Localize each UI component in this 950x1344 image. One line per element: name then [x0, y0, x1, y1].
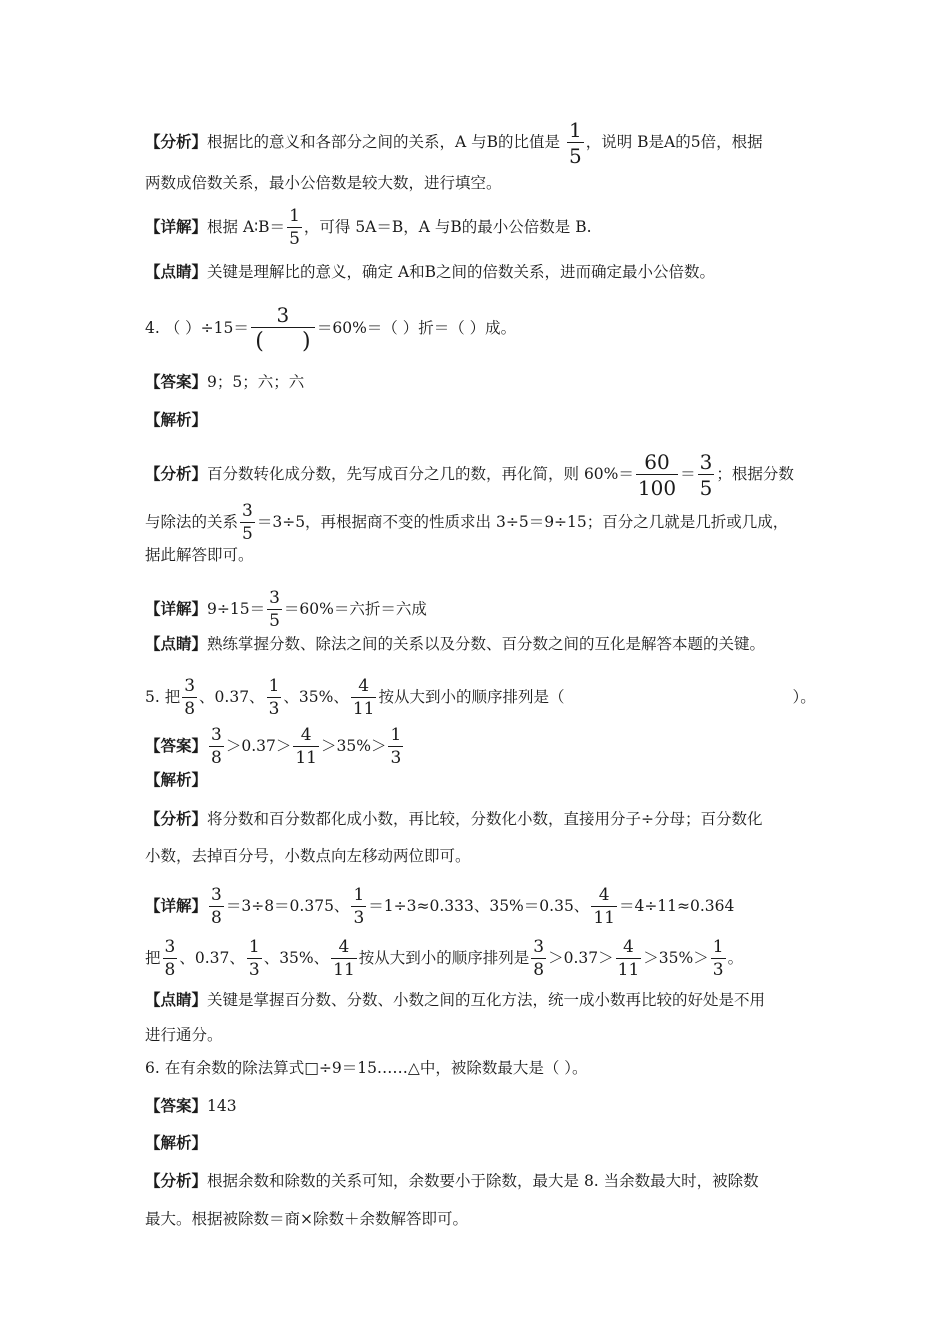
- denominator: 5: [289, 229, 300, 249]
- denominator: 3: [390, 748, 402, 768]
- tip-tag: 【点睛】: [145, 990, 208, 1009]
- q3-detail: [145, 208, 592, 248]
- denominator: 11: [617, 960, 640, 980]
- q5-analysis-line1: [145, 809, 763, 829]
- text: 按从大到小的顺序排列是: [358, 949, 530, 967]
- text: ，可得 5A＝B，A 与B的最小公倍数是 B.: [303, 218, 592, 236]
- fraction-4-11: [293, 727, 319, 767]
- detail-tag: 【详解】: [145, 599, 208, 618]
- paren: (: [255, 329, 264, 354]
- analysis-tag: 【分析】: [145, 132, 208, 151]
- text: ＞35%＞: [643, 949, 709, 967]
- fraction-3-8: [531, 939, 546, 979]
- text: 关键是掌握百分数、分数、小数之间的互化方法，统一成小数再比较的好处是不用: [207, 991, 766, 1009]
- q4-jiexi: 【解析】: [145, 410, 208, 429]
- numerator: 3: [242, 501, 253, 521]
- q6-jiexi: 【解析】: [145, 1133, 208, 1152]
- text: 、0.37、: [179, 949, 245, 967]
- denominator: 5: [568, 144, 582, 168]
- numerator: 3: [164, 937, 176, 957]
- numerator: 1: [248, 937, 260, 957]
- fraction-3-blank: [251, 305, 315, 353]
- q5-tip-line1: [145, 990, 765, 1010]
- denominator: 8: [211, 748, 222, 768]
- text: 根据 A∶B＝: [207, 218, 286, 236]
- text: 关键是理解比的意义，确定 A和B之间的倍数关系，进而确定最小公倍数。: [207, 263, 716, 281]
- text: 143: [207, 1097, 237, 1115]
- denominator: 11: [352, 699, 375, 719]
- text: 9；5；六；六: [207, 373, 305, 391]
- text: 按从大到小的顺序排列是（: [378, 688, 565, 706]
- q5-jiexi: 【解析】: [145, 770, 208, 789]
- fraction-1-3: [267, 678, 282, 718]
- fraction-1-3: [351, 887, 366, 927]
- denominator: 8: [164, 960, 176, 980]
- q5-analysis-line2: 小数，去掉百分号，小数点向左移动两位即可。: [145, 847, 471, 865]
- text: ＞35%＞: [321, 737, 387, 755]
- text: 熟练掌握分数、除法之间的关系以及分数、百分数之间的互化是解答本题的关键。: [207, 635, 766, 653]
- q4-analysis-line2: [145, 503, 788, 543]
- denominator: 5: [269, 611, 280, 631]
- numerator: 3: [211, 885, 222, 905]
- text: 、0.37、: [199, 688, 265, 706]
- text: ＝60%＝六折＝六成: [283, 600, 427, 618]
- fraction-1-5: [287, 208, 302, 248]
- text: 9÷15＝: [207, 600, 266, 618]
- q6-stem: 6. 在有余数的除法算式□÷9＝15……△中，被除数最大是（ ）。: [145, 1059, 588, 1077]
- numerator: 3: [699, 450, 713, 474]
- numerator: 3: [533, 937, 545, 957]
- numerator: 1: [712, 937, 724, 957]
- text: ＝60%＝（ ）折＝（ ）成。: [316, 319, 517, 337]
- text: 4. （ ）÷15＝: [145, 319, 249, 337]
- denominator: 11: [333, 960, 355, 980]
- numerator: 3: [251, 305, 315, 328]
- q4-stem: [145, 305, 516, 353]
- fraction-4-11: [331, 939, 357, 979]
- text: 根据比的意义和各部分之间的关系，A 与B的比值是: [207, 133, 561, 151]
- numerator: 1: [289, 206, 300, 226]
- fraction-3-5: [240, 503, 255, 543]
- fraction-4-11: [616, 939, 642, 979]
- q4-analysis-line3: 据此解答即可。: [145, 546, 254, 564]
- denominator: 3: [268, 699, 280, 719]
- numerator: 3: [184, 676, 196, 696]
- text: ）。: [792, 688, 816, 706]
- text: 、35%、: [283, 688, 349, 706]
- denominator: 5: [242, 524, 253, 544]
- q6-analysis-line2: 最大。根据被除数＝商×除数＋余数解答即可。: [145, 1210, 468, 1228]
- fraction-3-8: [209, 727, 224, 767]
- numerator: 4: [351, 678, 377, 698]
- text: 。: [727, 949, 744, 967]
- denominator: 5: [699, 476, 713, 500]
- text: 将分数和百分数都化成小数，再比较，分数化小数，直接用分子÷分母；百分数化: [207, 810, 763, 828]
- text: ＞0.37＞: [225, 737, 292, 755]
- text: 百分数转化成分数，先写成百分之几的数，再化简，则 60%＝: [207, 465, 634, 483]
- fraction-4-11: [591, 887, 617, 927]
- text: 与除法的关系: [145, 513, 239, 531]
- fraction-1-3: [711, 939, 726, 979]
- numerator: 3: [269, 588, 280, 608]
- text: 把: [145, 949, 161, 967]
- tip-tag: 【点睛】: [145, 262, 208, 281]
- q5-tip-line2: 进行通分。: [145, 1026, 223, 1044]
- paren: ): [301, 329, 311, 354]
- numerator: 3: [211, 725, 222, 745]
- text: ＞0.37＞: [548, 949, 614, 967]
- numerator: 1: [353, 885, 365, 905]
- text: 根据余数和除数的关系可知，余数要小于除数，最大是 8. 当余数最大时，被除数: [207, 1172, 759, 1190]
- answer-tag: 【答案】: [145, 1096, 208, 1115]
- numerator: 1: [568, 118, 582, 142]
- fraction-3-5: [698, 452, 715, 498]
- q4-tip: [145, 634, 765, 654]
- fraction-1-3: [247, 939, 262, 979]
- text: ＝: [680, 465, 696, 483]
- fraction-3-8: [209, 887, 224, 927]
- q6-answer: [145, 1096, 237, 1116]
- text: 5. 把: [145, 688, 181, 706]
- numerator: 1: [268, 676, 280, 696]
- q4-analysis-line1: [145, 452, 794, 498]
- denominator: 11: [593, 908, 615, 928]
- denominator: 3: [248, 960, 260, 980]
- q5-detail-line1: [145, 887, 734, 927]
- denominator: 8: [184, 699, 196, 719]
- fraction-3-8: [182, 678, 197, 718]
- fraction-1-5: [567, 120, 584, 166]
- text: 、35%、: [263, 949, 330, 967]
- denominator: 3: [712, 960, 724, 980]
- text: ，说明 B是A的5倍，根据: [585, 133, 763, 151]
- denominator: 8: [533, 960, 545, 980]
- q5-detail-line2: [145, 939, 743, 979]
- q3-tip: [145, 262, 715, 282]
- detail-tag: 【详解】: [145, 896, 208, 915]
- text: ＝1÷3≈0.333、35%＝0.35、: [368, 897, 590, 915]
- text: ＝3÷8＝0.375、: [225, 897, 350, 915]
- text: ＝3÷5，再根据商不变的性质求出 3÷5＝9÷15；百分之几就是几折或几成，: [256, 513, 789, 531]
- q4-detail: [145, 590, 427, 630]
- numerator: 4: [331, 939, 357, 959]
- answer-tag: 【答案】: [145, 736, 208, 755]
- fraction-60-100: [636, 452, 678, 498]
- denominator: 11: [295, 748, 317, 768]
- numerator: 4: [616, 939, 642, 959]
- fraction-3-5: [267, 590, 282, 630]
- tip-tag: 【点睛】: [145, 634, 208, 653]
- q5-stem: [145, 678, 816, 718]
- text: ＝4÷11≈0.364: [618, 897, 735, 915]
- answer-tag: 【答案】: [145, 372, 208, 391]
- denominator: 3: [353, 908, 365, 928]
- denominator-blank: [251, 328, 315, 353]
- analysis-tag: 【分析】: [145, 809, 208, 828]
- analysis-tag: 【分析】: [145, 464, 208, 483]
- numerator: 4: [293, 727, 319, 747]
- q3-analysis-line1: [145, 120, 763, 166]
- fraction-3-8: [163, 939, 178, 979]
- fraction-1-3: [388, 727, 403, 767]
- analysis-tag: 【分析】: [145, 1171, 208, 1190]
- q6-analysis-line1: [145, 1171, 759, 1191]
- numerator: 60: [636, 452, 678, 475]
- text: ；根据分数: [716, 465, 794, 483]
- denominator: 100: [637, 476, 677, 500]
- q4-answer: [145, 372, 304, 392]
- q3-analysis-line2: 两数成倍数关系，最小公倍数是较大数，进行填空。: [145, 174, 502, 192]
- q5-answer: [145, 727, 405, 767]
- numerator: 1: [390, 725, 402, 745]
- fraction-4-11: [351, 678, 377, 718]
- numerator: 4: [591, 887, 617, 907]
- detail-tag: 【详解】: [145, 217, 208, 236]
- denominator: 8: [211, 908, 222, 928]
